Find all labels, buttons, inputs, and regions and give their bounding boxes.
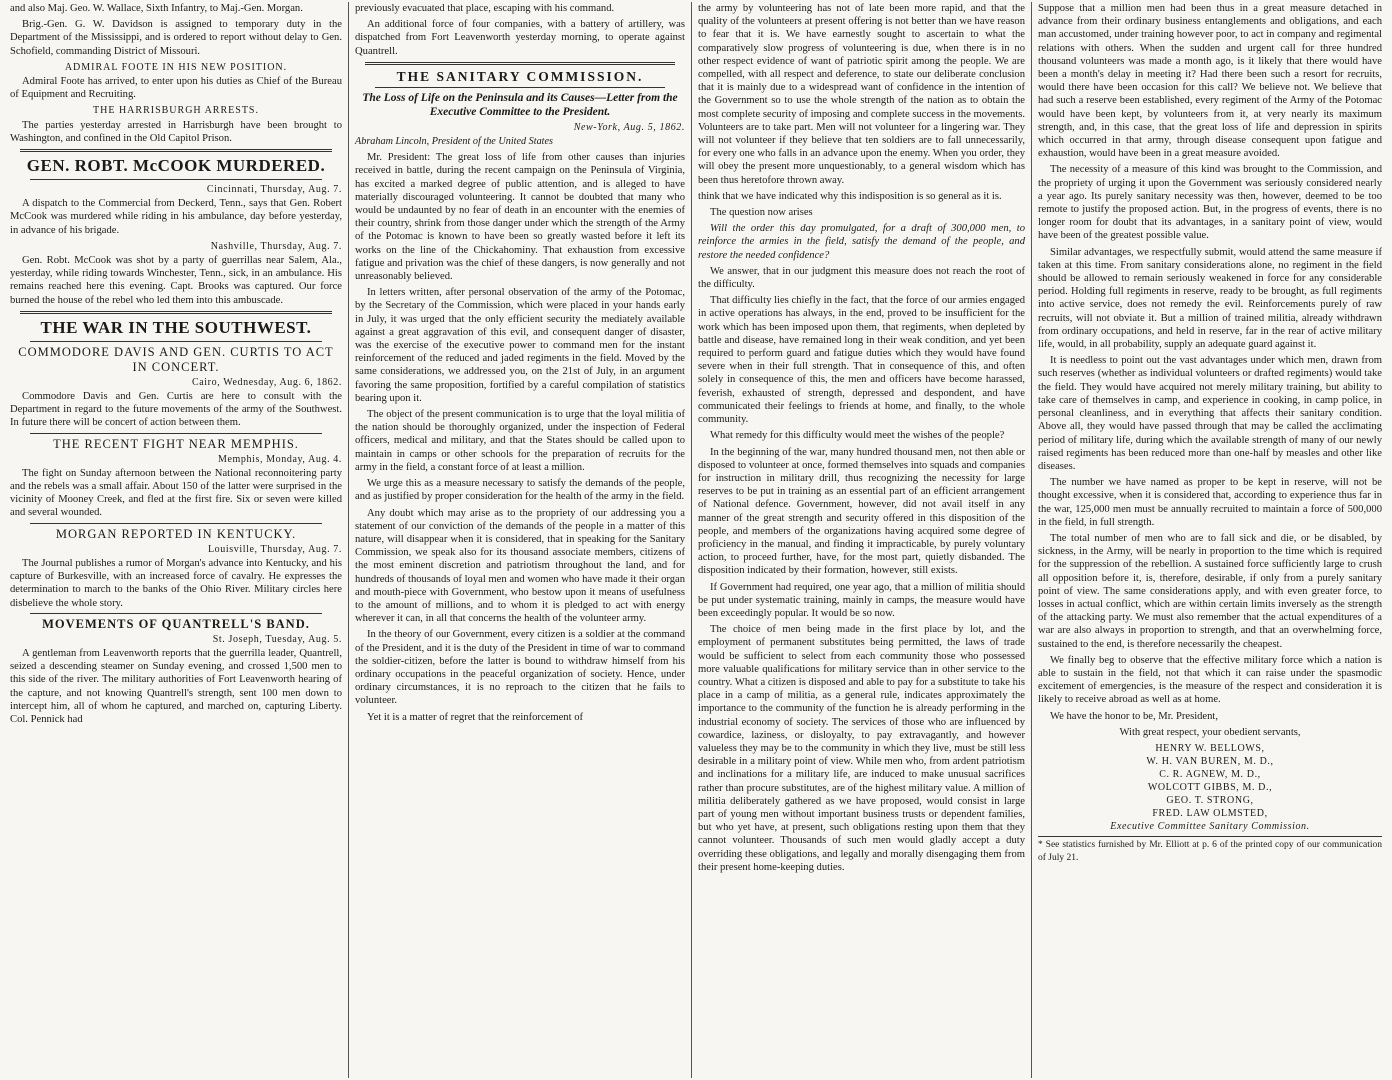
divider — [375, 87, 665, 88]
signer-name: HENRY W. BELLOWS, — [1155, 742, 1265, 754]
article-text: We have the honor to be, Mr. President, — [1050, 710, 1219, 722]
article-text: If Government had required, one year ago, that a million of militia should be put under systematic training, mainly in camps, the measure would have been exceedingly popular. It would be so now. — [698, 581, 1025, 619]
article-text: Similar advantages, we respectfully submit, would attend the same measure if taken at this time. From sanitary considerations alone, no regiment in the field should be allowed to remain seriously weakened in force for any considerable period. Holding full regiments in reserve, ready to be brought, as full regiments into active service, does not remedy the evil. Reinforcements purely of raw recruits, will not obviate it. But a million of trained militia, already withdrawn from ordinary occupations, and held in reserve, far in the rear of active military life, would, in all probability, supply an adequate guard against it. — [1038, 246, 1382, 351]
signer-name: C. R. AGNEW, M. D., — [1159, 768, 1261, 780]
article-text: We answer, that in our judgment this measure does not reach the root of the difficulty. — [698, 265, 1025, 291]
article-text: Any doubt which may arise as to the propriety of our addressing you a statement of our conviction of the demands of the people in a matter of this nature, will disappear when it is considered, that in speaking for the Sanitary Commission, we speak also for its thousand associate members, citizens of the most eminent discretion and patriotism throughout the land, and for hundreds of thousands of loyal men and women who have made it their organ and mouth-piece with Government, who bestow upon it means of usefulness to the amount of millions, and to whom it is pledged to act with energy wherever it can, in all that concerns the health of the volunteer army. — [355, 507, 685, 625]
article-text: We urge this as a measure necessary to satisfy the demands of the people, and as justified by proper consideration for the health of the army in the field. — [355, 478, 685, 503]
column-1 — [4, 2, 349, 1078]
divider — [20, 311, 332, 314]
dateline: New-York, Aug. 5, 1862. — [573, 121, 685, 133]
article-text: The fight on Sunday afternoon between the National reconnoitering party and the rebels was a small affair. About 150 of the latter were surprised in the vicinity of Mooney Creek, and fled at the first fire. Six or seven were killed and several wounded. — [10, 467, 342, 519]
article-text: The number we have named as proper to be kept in reserve, will not be thought excessive, when it is considered that, according to experience thus far in the war, 125,000 men must be annually recruited to maintain a force of 500,000 in the field, in full strength. — [1038, 477, 1382, 528]
footnote: * See statistics furnished by Mr. Elliott at p. 6 of the printed copy of our communication of July 21. — [1038, 836, 1382, 865]
headline: GEN. ROBT. McCOOK MURDERED. — [26, 156, 326, 176]
sub-headline: The Loss of Life on the Peninsula and its Causes—Letter from the Executive Committee to the President. — [362, 91, 678, 118]
article-text: It is needless to point out the vast advantages under which men, drawn from such reserves (whether as individual volunteers or drafted regiments) would take the field. They would have acquired not merely military training, but ability to take care of themselves in camp, and experience in cooking, in camp police, in personal cleanliness, and in everything that affects their sanitary condition. Above all, they would have passed through that may be called the acclimating period of military life, during which the available strength of many of our newly raised regiments has been reduced more than one-half by measles and other like diseases. — [1038, 355, 1382, 472]
article-text: A gentleman from Leavenworth reports that the guerrilla leader, Quantrell, seized a descending steamer on Sunday evening, and crossed 1,500 men to this side of the river. The military authorities of Fort Leavenworth hearing of the capture, and not knowing Quantrell's strength, sent 100 men down to intercept him, all of whom he captured, and marched on, capturing Liberty. Col. Pennick had — [10, 647, 342, 725]
article-text: previously evacuated that place, escaping with his command. — [355, 3, 615, 14]
article-text: Mr. President: The great loss of life from other causes than injuries received in battle, during the recent campaign on the Peninsula of Virginia, has excited a marked degree of public attention, and is alleged to have materially discouraged volunteering. It cannot be doubted that many who would be undaunted by no fear of death in an encounter with the enemies of their country, shrink from those danger under which the strength of the Army of the Potomac is known to have been so greatly wasted before it left its works on the line of the Chickahominy. That exhaustion from excessive fatigue and privation was the chief of these dangers, is now generally and not unreasonably believed. — [355, 152, 685, 283]
headline: THE WAR IN THE SOUTHWEST. — [40, 317, 312, 337]
article-text: Admiral Foote has arrived, to enter upon his duties as Chief of the Bureau of Equipment and Recruiting. — [10, 76, 342, 101]
article-text: In the theory of our Government, every citizen is a soldier at the command of the President, and it is the duty of the President in time of war to command the soldier-citizen, before the latter is bound to withdraw himself from his ordinary occupations in the peaceful organization of society. Hence, under ordinary circumstances, it is no reproach to the citizen that he fails to volunteer. — [355, 629, 685, 707]
dateline: Cairo, Wednesday, Aug. 6, 1862. — [191, 376, 342, 388]
column-3 — [692, 2, 1032, 1078]
article-text: A dispatch to the Commercial from Deckerd, Tenn., says that Gen. Robert McCook was murdered while riding in his ambulance, day before yesterday, in advance of his brigade. — [10, 198, 342, 236]
section-heading: THE HARRISBURGH ARRESTS. — [93, 105, 259, 117]
column-4 — [1032, 2, 1388, 1078]
article-text: Brig.-Gen. G. W. Davidson is assigned to temporary duty in the Department of the Mississippi, and is ordered to report without delay to Gen. Schofield, commanding District of Missouri. — [10, 19, 342, 57]
article-text: Suppose that a million men had been thus in a great measure detached in advance from their ordinary business entanglements and obligations, and each man accustomed, under training however poor, to act in company and regimental relations with others. When the sudden and urgent call for three hundred thousand volunteers was made a month ago, is it likely that there would have been a month's delay in meeting it? Had there been such a resort for recruits, would there have been occasion for this call? We believe not. We believe that had such a reserve been established, every regiment of the Army of the Potomac would have been kept, by volunteers from it, at very nearly its maximum strength, and, in this case, that the great loss of life and depression in spirits which occurred in that army, through disease consequent upon fatigue and exhaustion, would have been in a great measure avoided. — [1038, 3, 1382, 160]
sub-headline: MORGAN REPORTED IN KENTUCKY. — [55, 526, 297, 541]
dateline: Louisville, Thursday, Aug. 7. — [207, 543, 342, 555]
divider — [30, 433, 322, 434]
signature-block — [1038, 742, 1382, 833]
dateline: St. Joseph, Tuesday, Aug. 5. — [212, 633, 342, 645]
divider — [30, 341, 322, 342]
divider — [365, 62, 675, 65]
article-text: Commodore Davis and Gen. Curtis are here to consult with the Department in regard to the future movements of the army of the Southwest. In future there will be concert of action between them. — [10, 391, 342, 429]
article-text: The choice of men being made in the first place by lot, and the employment of permanent substitutes being permitted, the laws of trade would be sufficient to select from each community those who possessed more valuable qualifications for military service than in other service to the country. What a citizen is disposed and able to pay for a substitute to take his place in a camp of militia, as a general rule, indicates approximately the importance to the community of the function he is already performing in the industrial economy of society. The services of those who are influenced by cowardice, laziness, or disloyalty, to pay extravagantly, and however valueless they may be to the community in which they live, must be still less desirable in a military point of view. While men who, from ardent patriotism and inclinations for a military life, are induced to make unusual sacrifices rather than procure substitutes, are of the highest military value. A million of militia deliberately gathered as we have proposed, would consist in large part of young men without important business trusts or dependent families, but who yet have, at present, such obligations resting upon them that they cannot volunteer. Thousands of such men would gladly accept a duty overriding these obligations, and legally and morally disengaging them from their present home-keeping duties. — [698, 624, 1025, 873]
article-text: and also Maj. Geo. W. Wallace, Sixth Infantry, to Maj.-Gen. Morgan. — [10, 3, 303, 14]
dateline: Cincinnati, Thursday, Aug. 7. — [206, 184, 342, 196]
article-text: In letters written, after personal observation of the army of the Potomac, by the Secretary of the Commission, which were placed in your hands early in July, it was urged that the only efficient security the mediately available against a great aggravation of this evil, and consequent danger of disaster, was the exercise of the executive power to command men for the instant reinforcement of the reduced and jaded regiments in the field. Moved by the same considerations, we addressed you, on the 21st of July, in an argument favoring the same proposition, fortified by a careful compilation of statistics bearing upon it. — [355, 287, 685, 404]
article-text: What remedy for this difficulty would meet the wishes of the people? — [710, 430, 1005, 442]
divider — [30, 179, 322, 180]
article-text: The total number of men who are to fall sick and die, or be disabled, by sickness, in the Army, will be nearly in proportion to the time which is required for the suppression of the rebellion. A sustained force sufficiently large to crush all opposition before it, is, therefore, desirable, if only from a purely sanitary point of view. The same considerations apply, and with even greater force, to losses in actual conflict, which are within certain limits inversely as the strength of the attacking party. We must also remember that the actual expenditures of a war are also always in proportion to strength, and that an overwhelming force, sustained to the end, is therefore necessarily the cheapest. — [1038, 532, 1382, 650]
article-text: In the beginning of the war, many hundred thousand men, not then able or disposed to volunteer at once, formed themselves into squads and companies for instruction in military drill, thus recognizing the necessity for large reserves to be put in training as an essential part of an efficient arrangement of National defence. Government, however, did not avail itself in any manner of the great strength and security offered in this disposition of the people, and members of the organizations having acquired some degree of proficiency in the manual, and finding it impracticable, by purely voluntary action, to proceed further, have, for the most part, quietly disbanded. The disposition indicated by their formation, however, still exists. — [698, 446, 1025, 577]
article-text: Gen. Robt. McCook was shot by a party of guerrillas near Salem, Ala., yesterday, while riding towards Winchester, Tenn., sick, in an ambulance. His remains reached here this evening. Capt. Brooks was captured. Our force burned the house of the rebel who led them into this ambuscade. — [10, 255, 342, 306]
headline: THE SANITARY COMMISSION. — [396, 68, 644, 84]
column-2 — [349, 2, 692, 1078]
signer-name: WOLCOTT GIBBS, M. D., — [1147, 781, 1273, 793]
article-text: the army by volunteering has not of late been more rapid, and that the quality of the volunteers at present offering is not better than we have reason to fear that it is. We have earnestly sought to ascertain to what the comparatively slow progress of volunteering is due, when there is in no other respect evidence of want of patriotic spirit among the people. We are compelled, with all respect and deference, to state our deliberate conclusion that it is mainly due to a widespread want of confidence in the intention of the Government so to use the whole strength of the nation as to obtain the most complete security of imposing and complete success in the movements. Volunteers are to take part. Men will not volunteer for a lingering war. They will not volunteer if they believe that ten soldiers are to fall unnecessarily, for every one who falls in an advance upon the enemy. When you order, they will obey the present more unquestionably, to a general wisdom which has been thus heretofore thrown away. — [698, 3, 1025, 186]
article-text: The parties yesterday arrested in Harrisburgh have been brought to Washington, and confined in the Old Capitol Prison. — [10, 119, 342, 144]
article-text: Yet it is a matter of regret that the reinforcement of — [367, 711, 584, 723]
sub-headline: MOVEMENTS OF QUANTRELL'S BAND. — [42, 616, 310, 631]
section-heading: ADMIRAL FOOTE IN HIS NEW POSITION. — [64, 61, 288, 73]
salutation: Abraham Lincoln, President of the United States — [355, 136, 553, 148]
signer-title: Executive Committee Sanitary Commission. — [1110, 820, 1310, 832]
article-text: Will the order this day promulgated, for a draft of 300,000 men, to reinforce the armies in the field, satisfy the demand of the people, and restore the needed confidence? — [698, 223, 1025, 261]
article-text: With great respect, your obedient servants, — [1119, 726, 1301, 738]
article-text: The Journal publishes a rumor of Morgan's advance into Kentucky, and his capture of Burkesville, with an increased force of cavalry. He expresses the determination to march to the banks of the Ohio River. Military circles here disbelieve the whole story. — [10, 557, 342, 609]
divider — [30, 523, 322, 524]
signer-name: FRED. LAW OLMSTED, — [1152, 807, 1268, 819]
divider — [20, 149, 332, 152]
signer-name: W. H. VAN BUREN, M. D., — [1146, 755, 1274, 767]
sub-headline: COMMODORE DAVIS AND GEN. CURTIS TO ACT IN CONCERT. — [18, 344, 334, 374]
article-text: We finally beg to observe that the effective military force which a nation is able to sustain in the field, not that which it can raise under the spasmodic excitement of emergencies, is the measure of the respect and consideration it is likely to receive abroad as well as at home. — [1038, 654, 1382, 706]
article-text: An additional force of four companies, with a battery of artillery, was dispatched from Fort Leavenworth yesterday morning, to operate against Quantrell. — [355, 19, 685, 57]
dateline: Nashville, Thursday, Aug. 7. — [210, 240, 342, 252]
dateline: Memphis, Monday, Aug. 4. — [217, 453, 342, 465]
article-text: The question now arises — [710, 207, 813, 219]
sub-headline: THE RECENT FIGHT NEAR MEMPHIS. — [53, 436, 299, 451]
article-text: That difficulty lies chiefly in the fact, that the force of our armies engaged in active operations has always, in the end, proved to be insufficient for the work which has been imposed upon them, that regiments, when depleted by battle and disease, have remained long in their weak condition, and yet been required to perform guard and fatigue duties which they would have found severe when in their full strength. That in consequence of this, and often solely in consequence of this, the men and officers have become harassed, feverish, exhausted of strength, depressed and despondent, and have communicated their feelings to friends at home, and finally, to the whole community. — [698, 295, 1025, 426]
article-text: The object of the present communication is to urge that the loyal militia of the nation should be thoroughly organized, under the inspection of Federal officers, medical and military, and that the States should be called upon to maintain in camps or other schools for the preparation of recruits for the army in the field, a constant force of at least a million. — [355, 409, 685, 473]
divider — [30, 613, 322, 614]
article-text: The necessity of a measure of this kind was brought to the Commission, and the propriety of urging it upon the Government was seriously considered nearly a year ago. Its purely sanitary necessity was then, however, deemed to be too remote to justify the proposed action. But, in the progress of events, there is no longer room for doubt that its advantages, in a sanitary point of view, would have been of the greatest possible value. — [1038, 164, 1382, 242]
article-text: think that we have indicated why this indisposition is so general as it is. — [698, 190, 1002, 202]
signer-name: GEO. T. STRONG, — [1166, 794, 1254, 806]
